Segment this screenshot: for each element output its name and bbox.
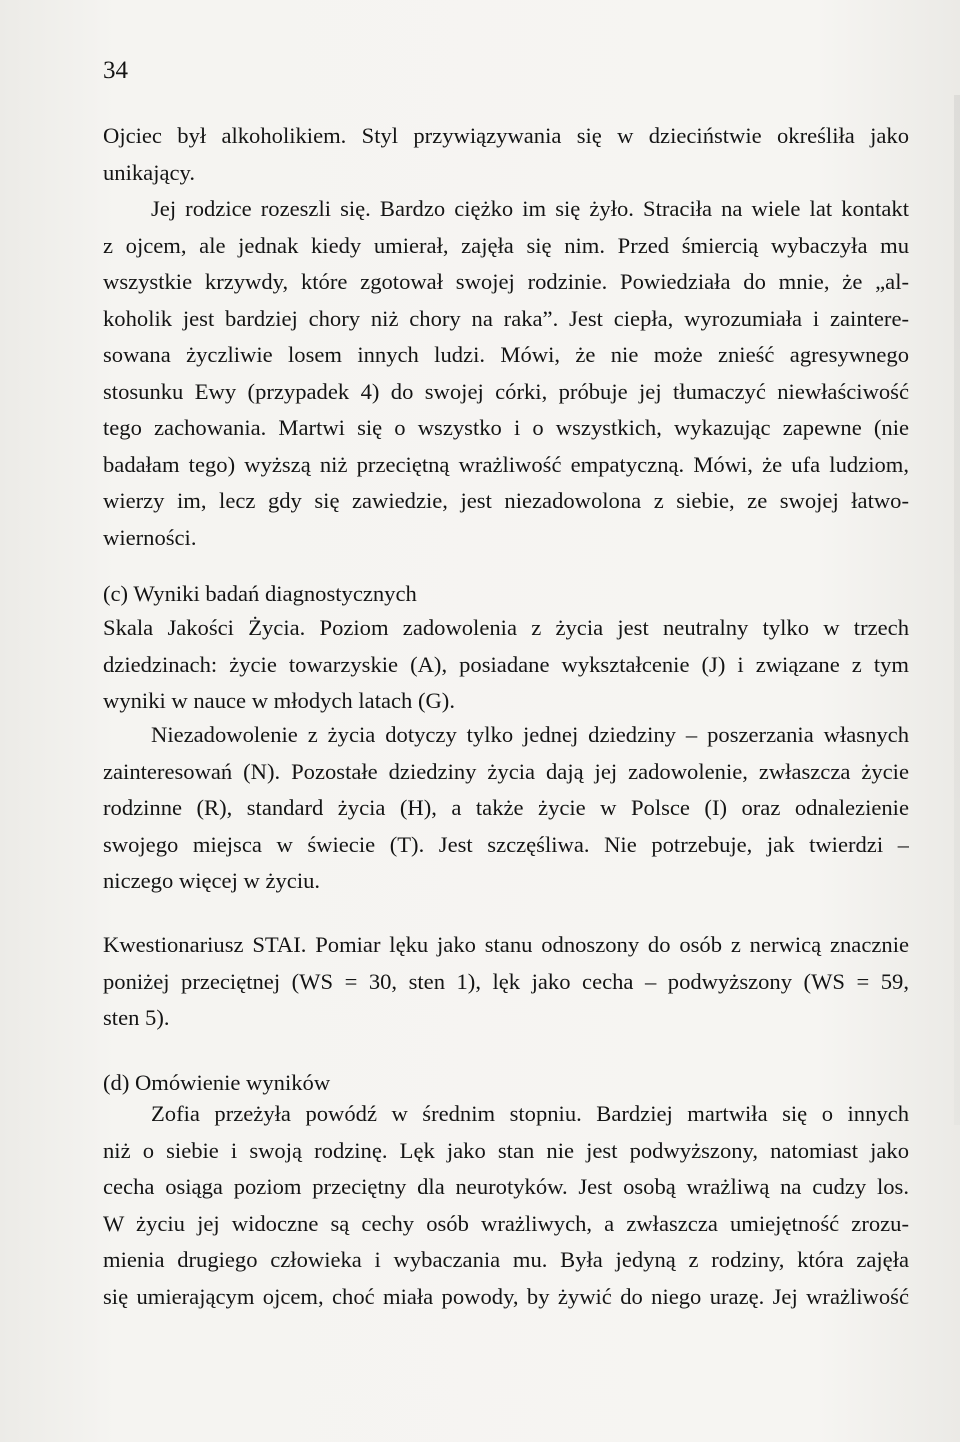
section-heading: (d) Omówienie wyników — [103, 1070, 331, 1095]
paragraph-5 — [103, 927, 909, 1037]
text-line: Skala Jakości Życia. Poziom zadowolenia z życia jest neutralny tylko w trzech — [103, 615, 909, 640]
text-line: wyniki w nauce w młodych latach (G). — [103, 688, 455, 713]
text-line: wierności. — [103, 524, 197, 550]
text-line: wierzy im, lecz gdy się zawiedzie, jest niezadowolona z siebie, ze swojej łatwo- — [103, 488, 909, 513]
text-line: sten 5). — [103, 1005, 170, 1030]
text-line: stosunku Ewy (przypadek 4) do swojej córki, próbuje jej tłumaczyć niewłaściwość — [103, 378, 909, 404]
text-line: niczego więcej w życiu. — [103, 868, 321, 893]
page-number: 34 — [103, 57, 128, 84]
text-line: unikający. — [103, 159, 196, 185]
section-heading: (c) Wyniki badań diagnostycznych — [103, 581, 417, 606]
text-line: mienia drugiego człowieka i wybaczania mu. Była jedyną z rodziny, która zajęła — [103, 1247, 909, 1272]
paragraph-6 — [103, 1096, 909, 1315]
text-line: cecha osiąga poziom przeciętny dla neurotyków. Jest osobą wrażliwą na cudzy los. — [103, 1174, 909, 1199]
text-line: badałam tego) wyższą niż przeciętną wrażliwość empatyczną. Mówi, że ufa ludziom, — [103, 451, 909, 477]
text-line: Zofia przeżyła powódź w średnim stopniu. Bardziej martwiła się o innych — [151, 1101, 909, 1126]
section-heading-c — [103, 576, 909, 613]
text-line: niż o siebie i swoją rodzinę. Lęk jako stan nie jest podwyższony, natomiast jako — [103, 1137, 909, 1163]
text-line: poniżej przeciętnej (WS = 30, sten 1), lęk jako cecha – podwyższony (WS = 59, — [103, 968, 909, 994]
text-line: koholik jest bardziej chory niż chory na raka”. Jest ciepła, wyrozumiała i zaintere- — [103, 305, 909, 331]
text-line: z ojcem, ale jednak kiedy umierał, zajęła się nim. Przed śmiercią wybaczyła mu — [103, 232, 909, 258]
text-line: W życiu jej widoczne są cechy osób wrażliwych, a zwłaszcza umiejętność zrozu- — [103, 1210, 909, 1236]
paragraph-2 — [103, 191, 909, 556]
text-line: tego zachowania. Martwi się o wszystko i o wszystkich, wykazując zapewne (nie — [103, 415, 909, 440]
page-edge-shadow — [954, 95, 960, 1125]
text-line: Jej rodzice rozeszli się. Bardzo ciężko im się żyło. Straciła na wiele lat kontakt — [151, 196, 909, 221]
text-line: Niezadowolenie z życia dotyczy tylko jednej dziedziny – poszerzania własnych — [151, 722, 909, 747]
paragraph-3 — [103, 610, 909, 720]
text-line: dziedzinach: życie towarzyskie (A), posiadane wykształcenie (J) i związane z tym — [103, 651, 909, 677]
text-line: Kwestionariusz STAI. Pomiar lęku jako stanu odnoszony do osób z nerwicą znacznie — [103, 932, 909, 957]
paragraph-4 — [103, 717, 909, 900]
text-line: rodzinne (R), standard życia (H), a także życie w Polsce (I) oraz odnalezienie — [103, 795, 909, 820]
paragraph-1 — [103, 118, 909, 191]
text-line: się umierającym ojcem, choć miała powody, by żywić do niego urazę. Jej wrażliwość — [103, 1283, 909, 1309]
text-line: Ojciec był alkoholikiem. Styl przywiązywania się w dzieciństwie określiła jako — [103, 123, 909, 148]
text-line: sowana życzliwie losem innych ludzi. Mówi, że nie może znieść agresywnego — [103, 342, 909, 367]
text-line: swojego miejsca w świecie (T). Jest szczęśliwa. Nie potrzebuje, jak twierdzi – — [103, 831, 909, 857]
text-line: wszystkie krzywdy, które zgotował swojej rodzinie. Powiedziała do mnie, że „al- — [103, 269, 909, 294]
text-line: zainteresowań (N). Pozostałe dziedziny życia dają jej zadowolenie, zwłaszcza życie — [103, 758, 909, 784]
